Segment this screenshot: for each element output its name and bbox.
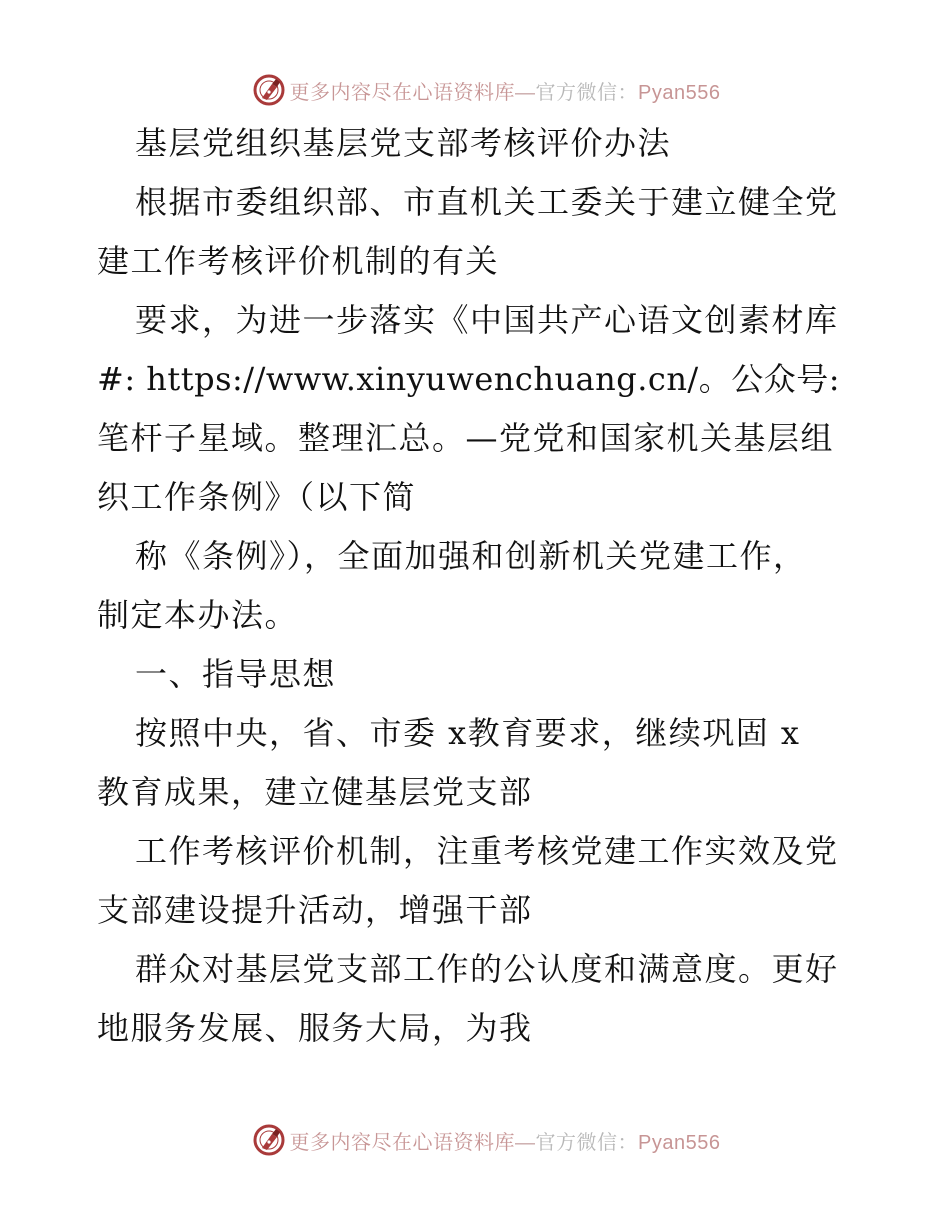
watermark-separator: —: [515, 81, 536, 104]
paragraph-line: #: https://www.xinyuwenchuang.cn/。公众号:: [97, 360, 840, 398]
paragraph-line: 织工作条例》（以下简: [97, 478, 417, 516]
paragraph-line: 地服务发展、服务大局，为我: [97, 1009, 533, 1047]
pen-nib-circle-icon: [252, 1123, 286, 1157]
pen-nib-circle-icon: [252, 73, 286, 107]
document-body: [97, 114, 857, 1058]
paragraph-line: 按照中央，省、市委 x教育要求，继续巩固 x: [135, 714, 801, 752]
paragraph-line: 支部建设提升活动，增强干部: [97, 891, 533, 929]
document-title: 基层党组织基层党支部考核评价办法: [135, 124, 672, 162]
watermark-wechat-id: Pyan556: [638, 81, 721, 104]
watermark-text: [290, 1126, 721, 1155]
paragraph-line: 工作考核评价机制，注重考核党建工作实效及党: [135, 832, 839, 870]
watermark-group: [252, 73, 721, 107]
watermark-wechat-label: 官方微信：: [535, 81, 639, 104]
header-watermark: [0, 70, 950, 110]
watermark-wechat-label: 官方微信：: [535, 1131, 639, 1154]
paragraph-line: 笔杆子星域。整理汇总。—党党和国家机关基层组: [97, 419, 835, 457]
watermark-separator: —: [515, 1131, 536, 1154]
watermark-text: [290, 76, 721, 105]
watermark-main-text: 更多内容尽在心语资料库: [289, 81, 516, 104]
paragraph-line: 要求，为进一步落实《中国共产心语文创素材库: [135, 301, 839, 339]
watermark-main-text: 更多内容尽在心语资料库: [289, 1131, 516, 1154]
footer-watermark: [0, 1120, 950, 1160]
paragraph-line: 建工作考核评价机制的有关: [97, 242, 500, 280]
watermark-group: [252, 1123, 721, 1157]
section-heading: 一、指导思想: [135, 655, 337, 693]
paragraph-line: 制定本办法。: [97, 596, 299, 634]
paragraph-line: 教育成果，建立健基层党支部: [97, 773, 533, 811]
paragraph-line: 称《条例》），全面加强和创新机关党建工作，: [135, 537, 807, 575]
watermark-wechat-id: Pyan556: [638, 1131, 721, 1154]
paragraph-line: 根据市委组织部、市直机关工委关于建立健全党: [135, 183, 839, 221]
paragraph-line: 群众对基层党支部工作的公认度和满意度。更好: [135, 950, 839, 988]
